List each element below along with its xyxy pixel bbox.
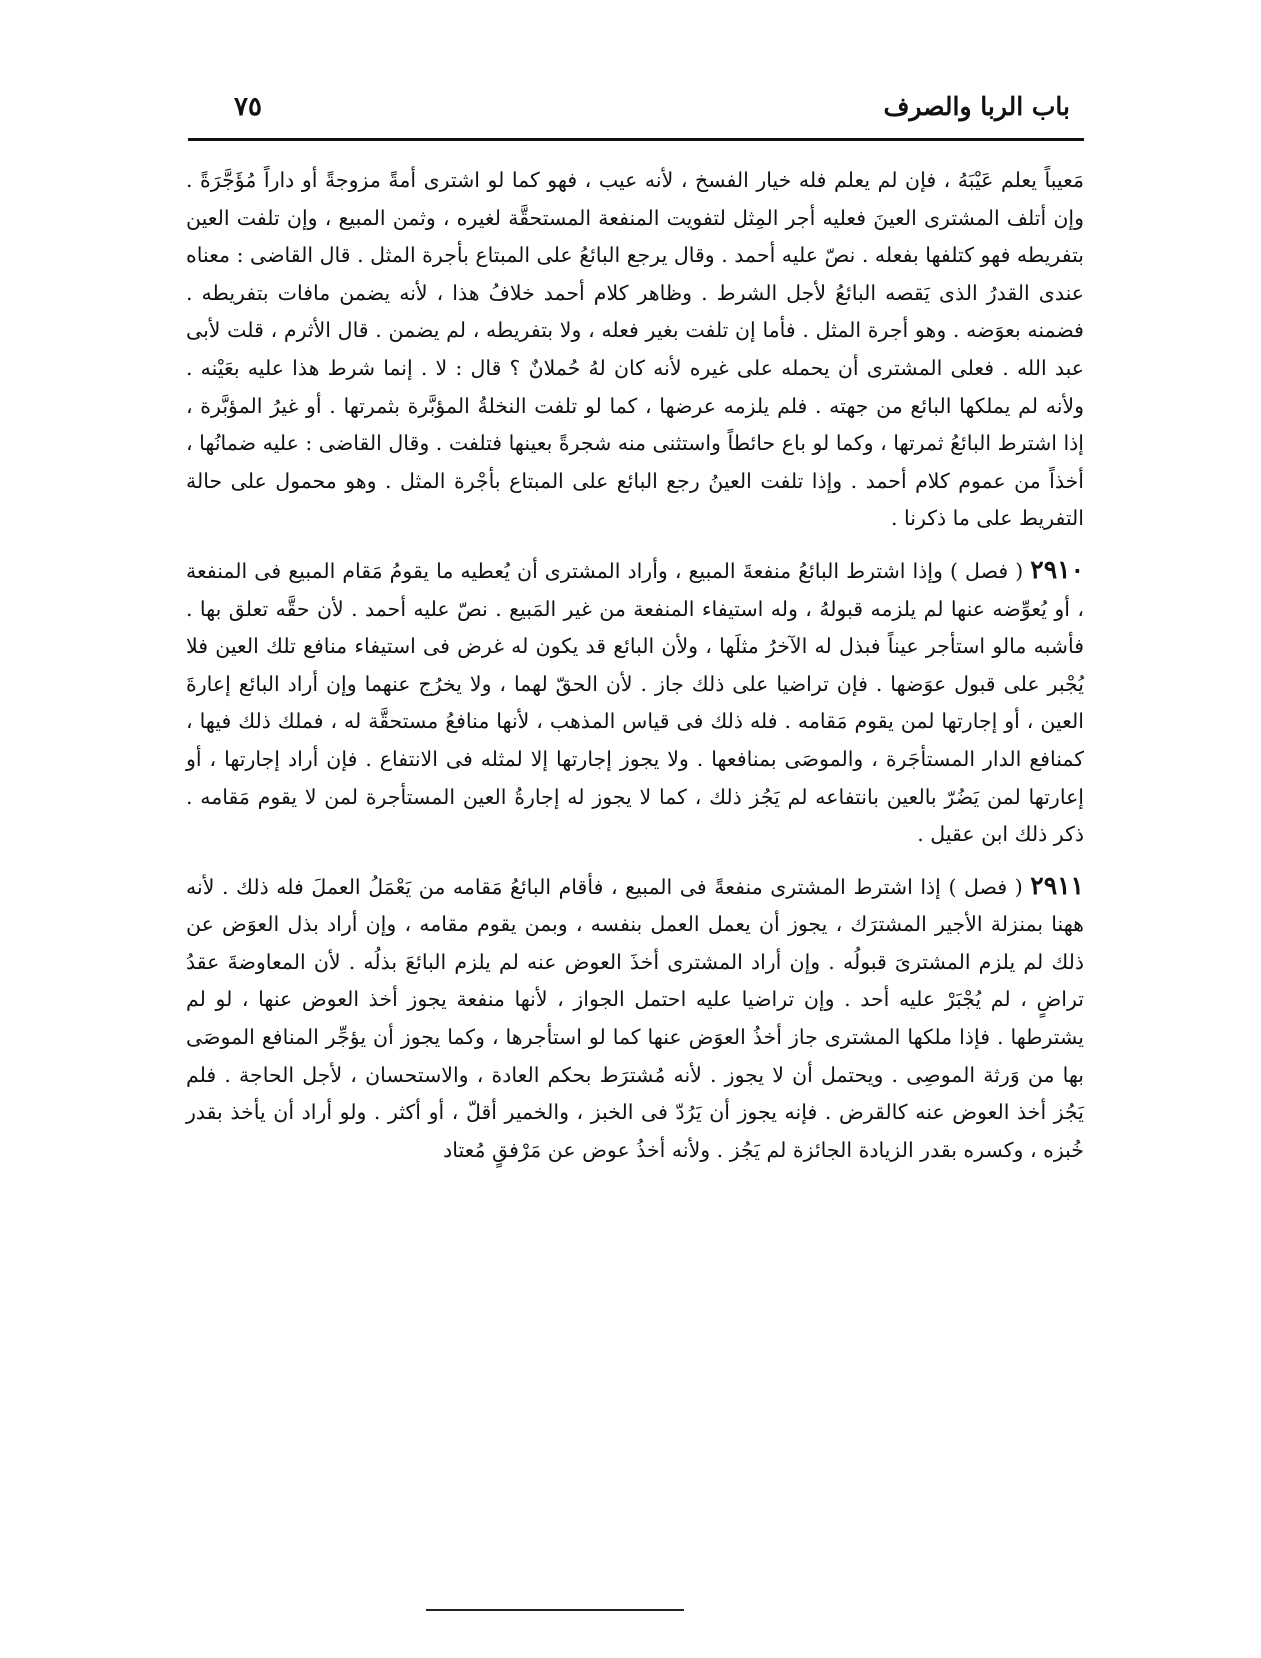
- paragraph-2910: [186, 551, 1084, 854]
- paragraph-2911: [186, 867, 1084, 1170]
- footer-rule: [426, 1609, 684, 1611]
- page-body: [186, 162, 1084, 1169]
- section-number-2910: ٢٩١٠: [1030, 554, 1084, 584]
- header-rule: [188, 138, 1084, 141]
- page-number: ٧٥: [234, 92, 262, 122]
- paragraph-1: مَعيباً يعلم عَيْبَهُ ، فإن لم يعلم فله خيار الفسخ ، لأنه عيب ، فهو كما لو اشترى أمةً مزوجةً أو داراً مُؤَجَّرَةً . وإن أتلف المشترى العينَ فعليه أجر المِثل لتفويت المنفعة المستحقَّة لغيره ، وثمن المبيع ، وإن تلفت العين بتفريطه فهو كتلفها بفعله . نصّ عليه أحمد . وقال يرجع البائعُ على المبتاع بأجرة المثل . قال القاضى : معناه عندى القدرُ الذى يَقصه البائعُ لأجل الشرط . وظاهر كلام أحمد خلافُ هذا ، لأنه يضمن مافات بتفريطه . فضمنه بعوَضه . وهو أجرة المثل . فأما إن تلفت بغير فعله ، ولا بتفريطه ، لم يضمن . قال الأثرم ، قلت لأبى عبد الله . فعلى المشترى أن يحمله على غيره لأنه كان لهُ حُملانٌ ؟ قال : لا . إنما شرط هذا عليه بعَيْنه . ولأنه لم يملكها البائع من جهته . فلم يلزمه عرضها ، كما لو تلفت النخلةُ المؤبَّرة بثمرتها . أو غيرُ المؤبَّرة ، إذا اشترط البائعُ ثمرتها ، وكما لو باع حائطاً واستثنى منه شجرةً بعينها فتلفت . وقال القاضى : عليه ضمانُها ، أخذاً من عموم كلام أحمد . وإذا تلفت العينُ رجع البائع على المبتاع بأجْرة المثل . وهو محمول على حالة التفريط على ما ذكرنا .: [186, 168, 1085, 531]
- paragraph-2910-text: ( فصل ) وإذا اشترط البائعُ منفعةَ المبيع ، وأراد المشترى أن يُعطيه ما يقومُ مَقام المبيع فى المنفعة ، أو يُعوِّضه عنها لم يلزمه قبولهُ ، وله استيفاء المنفعة من غير المَبيع . نصّ عليه أحمد . لأن حقَّه تعلق بها . فأشبه مالو استأجر عيناً فبذل له الآخرُ مثلَها ، ولأن البائع قد يكون له غرض فى استيفاء منافع تلك العين فلا يُجْبر على قبول عوَضها . فإن تراضيا على ذلك جاز . لأن الحقّ لهما ، ولا يخرُج عنهما وإن أراد البائع إعارةَ العين ، أو إجارتها لمن يقوم مَقامه . فله ذلك فى قياس المذهب ، لأنها منافعُ مستحقَّة له ، فملك ذلك فيها ، كمنافع الدار المستأجَرة ، والموصَى بمنافعها . ولا يجوز إجارتها إلا لمثله فى الانتفاع . فإن أراد إجارتها ، أو إعارتها لمن يَضُرّ بالعين بانتفاعه لم يَجُز ذلك ، كما لا يجوز له إجارةُ العين المستأجرة لمن لا يقوم مَقامه . ذكر ذلك ابن عقيل .: [186, 558, 1084, 847]
- paragraph-2911-text: ( فصل ) إذا اشترط المشترى منفعةً فى المبيع ، فأقام البائعُ مَقامه من يَعْمَلُ العملَ فله ذلك . لأنه ههنا بمنزلة الأجير المشترَك ، يجوز أن يعمل العمل بنفسه ، وبمن يقوم مقامه ، وإن أراد بذل العوَض عن ذلك لم يلزم المشترىَ قبولُه . وإن أراد المشترى أخذَ العوض عنه لم يلزم البائعَ بذلُه . لأن المعاوضةَ عقدُ تراضٍ ، لم يُجْبَرْ عليه أحد . وإن تراضيا عليه احتمل الجواز ، لأنها منفعة يجوز أخذ العوض عنها ، لو لم يشترطها . فإذا ملكها المشترى جاز أخذُ العوَض عنها كما لو استأجرها ، وكما يجوز أن يؤجِّر المنافع الموصَى بها من وَرثة الموصِى . ويحتمل أن لا يجوز . لأنه مُشترَط بحكم العادة ، والاستحسان ، لأجل الحاجة . فلم يَجُز أخذ العوض عنه كالقرض . فإنه يجوز أن يَرُدّ فى الخبز ، والخمير أقلّ ، أو أكثر . ولو أراد أن يأخذ بقدر خُبزه ، وكسره بقدر الزيادة الجائزة لم يَجُز . ولأنه أخذُ عوض عن مَرْفقٍ مُعتاد: [186, 874, 1084, 1162]
- section-number-2911: ٢٩١١: [1030, 870, 1084, 900]
- running-title: باب الربا والصرف: [883, 92, 1070, 121]
- page-header: [188, 92, 1070, 136]
